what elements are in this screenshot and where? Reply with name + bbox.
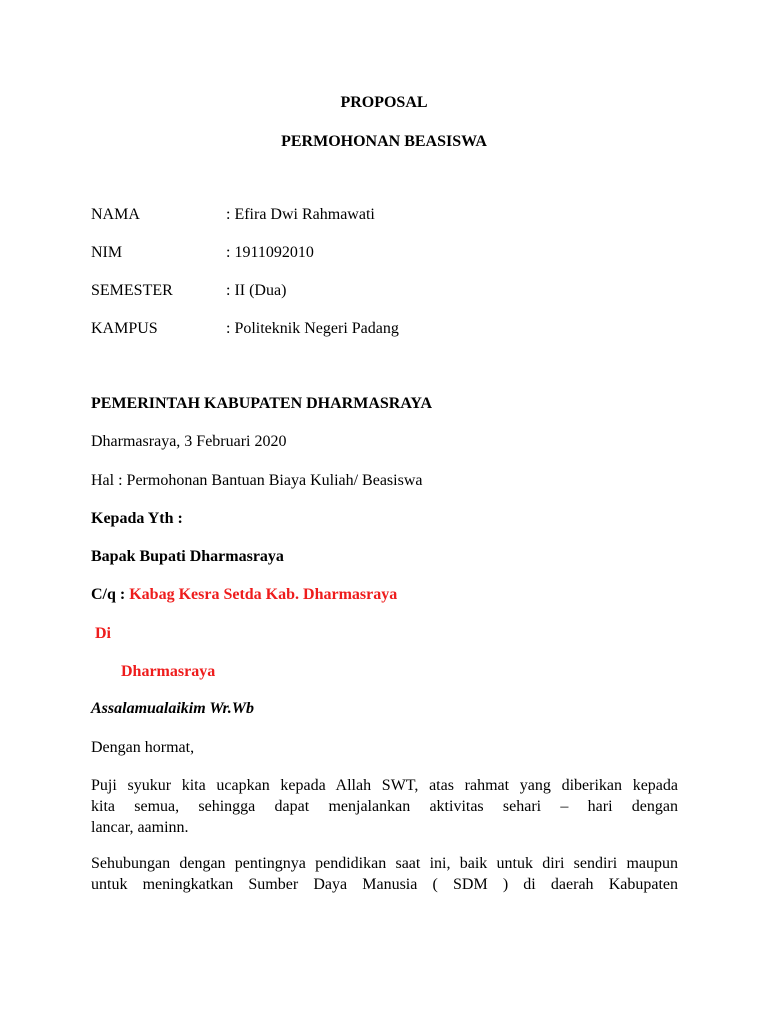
di-label: Di [95,625,111,642]
paragraph-2-line: Sehubungan dengan pentingnya pendidikan saat ini, baik untuk diri sendiri maupun [91,855,678,872]
paragraph-1-line: kita semua, sehingga dapat menjalankan aktivitas sehari – hari dengan [91,798,678,815]
institution-heading: PEMERINTAH KABUPATEN DHARMASRAYA [91,395,433,412]
letter-date: Dharmasraya, 3 Februari 2020 [91,433,287,450]
proposal-title: PROPOSAL [340,94,428,111]
semester-value: : II (Dua) [226,282,287,299]
paragraph-1 [91,775,678,838]
greeting: Assalamualaikim Wr.Wb [91,700,255,717]
recipient-label: Kepada Yth : [91,510,183,527]
location-label: Dharmasraya [121,663,216,680]
cq-line [91,585,397,605]
recipient-name: Bapak Bupati Dharmasraya [91,548,284,565]
paragraph-2 [91,853,678,895]
kampus-value: : Politeknik Negeri Padang [226,320,399,337]
nama-value: : Efira Dwi Rahmawati [226,206,375,223]
cq-value: Kabag Kesra Setda Kab. Dharmasraya [129,586,398,603]
paragraph-1-line: lancar, aaminn. [91,819,189,836]
nim-label: NIM [91,244,123,261]
salutation: Dengan hormat, [91,739,195,756]
paragraph-2-line: untuk meningkatkan Sumber Daya Manusia ( SDM ) di daerah Kabupaten [91,876,678,893]
letter-subject: Hal : Permohonan Bantuan Biaya Kuliah/ Beasiswa [91,472,423,489]
cq-prefix: C/q : [91,586,130,603]
semester-label: SEMESTER [91,282,173,299]
paragraph-1-line: Puji syukur kita ucapkan kepada Allah SWT, atas rahmat yang diberikan kepada [91,777,678,794]
kampus-label: KAMPUS [91,320,158,337]
nim-value: : 1911092010 [226,244,314,261]
nama-label: NAMA [91,206,140,223]
proposal-subtitle: PERMOHONAN BEASISWA [281,133,487,150]
